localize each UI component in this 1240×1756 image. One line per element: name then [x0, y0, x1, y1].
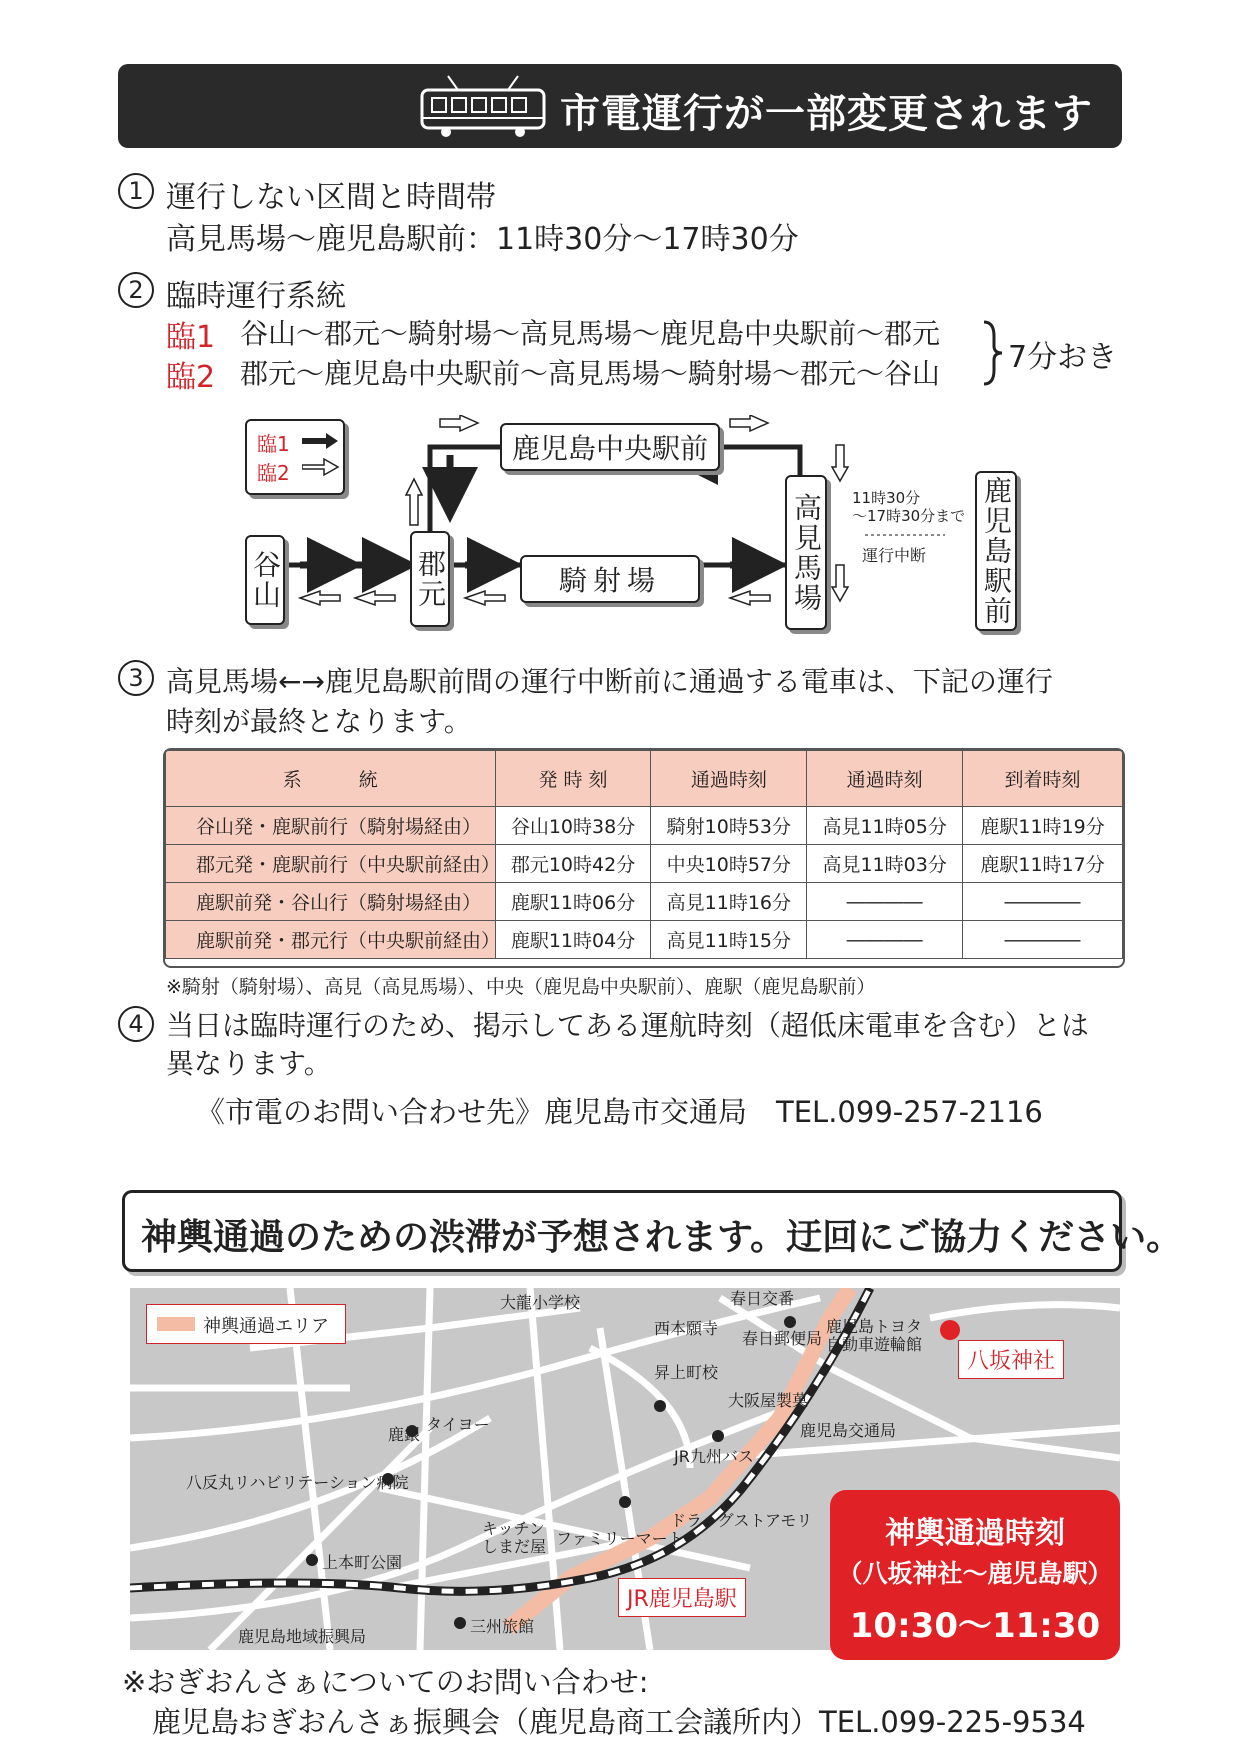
header-banner [118, 64, 1122, 148]
station-kishaba: 騎射場 [520, 555, 700, 603]
map-label-taiyo: タイヨー [426, 1415, 490, 1434]
map-label-shojo: 昇上町校 [654, 1363, 719, 1382]
suspend-label: 運行中断 [862, 546, 927, 565]
contact-line: 《市電のお問い合わせ先》鹿児島市交通局 TEL.099-257-2116 [196, 1095, 1043, 1129]
map-label-jrbus: JR九州バス [674, 1447, 754, 1466]
notice-text: 神輿通過のための渋滞が予想されます。迂回にご協力ください。 [141, 1217, 1183, 1258]
time-box-time: 10:30～11:30 [849, 1606, 1101, 1646]
yasaka-shrine-label: 八坂神社 [958, 1340, 1064, 1379]
section4-line1: 当日は臨時運行のため、掲示してある運航時刻（超低床電車を含む）とは [166, 1009, 1089, 1042]
section3-line2: 時刻が最終となります。 [166, 705, 472, 738]
col-header: 系 統 [166, 751, 496, 807]
time-box-subtitle: （八坂神社～鹿児島駅） [837, 1559, 1113, 1588]
time-box-title: 神輿通過時刻 [885, 1516, 1065, 1551]
map-label-kasuga-koban: 春日交番 [730, 1289, 795, 1308]
section4-line2: 異なります。 [166, 1047, 332, 1080]
map-label-dairyu: 大龍小学校 [500, 1293, 581, 1312]
rin1-route: 谷山～郡元～騎射場～高見馬場～鹿児島中央駅前～郡元 [240, 317, 941, 350]
detour-notice [122, 1190, 1183, 1272]
map-label-koutsu: 鹿児島交通局 [800, 1421, 897, 1440]
banner-title: 市電運行が一部変更されます [560, 91, 1093, 137]
map-label-sanshu: 三州旅館 [470, 1617, 535, 1636]
section1-heading: 運行しない区間と時間帯 [166, 180, 496, 215]
table-row: 鹿駅前発・郡元行（中央駅前経由） 鹿駅11時04分 高見11時15分 ―――― ―――― [166, 921, 1123, 959]
table-row: 谷山発・鹿駅前行（騎射場経由） 谷山10時38分 騎射10時53分 高見11時05分 鹿駅11時19分 [166, 807, 1123, 845]
table-row: 鹿駅前発・谷山行（騎射場経由） 鹿駅11時06分 高見11時16分 ―――― ―――― [166, 883, 1123, 921]
map-label-kitchen: キッチン しまだ屋 [482, 1519, 547, 1556]
station-korimoto: 郡元 [410, 531, 450, 627]
col-header: 到着時刻 [963, 751, 1123, 807]
station-taniyama: 谷山 [245, 535, 285, 625]
map-label-kagin: 鹿銀 [388, 1425, 421, 1444]
map-label-hachimanmaru: 八反丸リハビリテーション病院 [186, 1473, 409, 1492]
col-header: 通過時刻 [651, 751, 807, 807]
map-legend [146, 1304, 346, 1344]
map-label-drugstore: ドラッグストアモリ [670, 1511, 813, 1530]
table-note: ※騎射（騎射場）、高見（高見馬場）、中央（鹿児島中央駅前）、鹿駅（鹿児島駅前） [166, 976, 876, 998]
station-chuo: 鹿児島中央駅前 [500, 423, 720, 471]
section-number-3: 3 [118, 660, 154, 696]
legend-label: 神輿通過エリア [203, 1316, 329, 1337]
legend-arrows [302, 429, 342, 489]
rin2-route: 郡元～鹿児島中央駅前～高見馬場～騎射場～郡元～谷山 [240, 357, 941, 390]
footer-line2: 鹿児島おぎおんさぁ振興会（鹿児島商工会議所内）TEL.099-225-9534 [152, 1705, 1086, 1739]
map-label-chiiki: 鹿児島地域振興局 [238, 1627, 367, 1646]
legend-swatch [157, 1317, 195, 1331]
col-header: 発 時 刻 [495, 751, 651, 807]
route-diagram [240, 415, 1100, 645]
section2-heading: 臨時運行系統 [166, 279, 346, 314]
rin1-tag: 臨1 [166, 320, 216, 355]
map-label-nishihonganji: 西本願寺 [654, 1319, 719, 1338]
footer-line1: ※おぎおんさぁについてのお問い合わせ: [122, 1665, 649, 1699]
schedule-table [165, 750, 1123, 959]
section-number-2: 2 [118, 272, 154, 308]
mikoshi-time-box [830, 1490, 1120, 1660]
map-label-familymart: ファミリーマート [556, 1529, 684, 1548]
jr-station-label: JR鹿児島駅 [618, 1578, 746, 1617]
station-takamibaba: 高見馬場 [785, 475, 827, 630]
map-label-kamihonmachi: 上本町公園 [322, 1553, 403, 1572]
section-number-4: 4 [118, 1006, 154, 1042]
tram-icon [418, 72, 548, 142]
map-label-osakaya: 大阪屋製菓 [728, 1391, 809, 1410]
interval-label: 7分おき [1008, 340, 1118, 375]
suspend-time: 11時30分 ～17時30分まで [852, 489, 966, 525]
legend-rin2: 臨2 [257, 461, 290, 485]
section-number-1: 1 [118, 173, 154, 209]
station-kagoshima-ekimae: 鹿児島駅前 [975, 471, 1017, 631]
brace-icon [980, 318, 1004, 388]
legend-rin1: 臨1 [257, 432, 290, 456]
rin2-tag: 臨2 [166, 360, 216, 395]
section1-detail: 高見馬場～鹿児島駅前：11時30分～17時30分 [166, 222, 799, 257]
section3-line1: 高見馬場←→鹿児島駅前間の運行中断前に通過する電車は、下記の運行 [166, 665, 1053, 698]
col-header: 通過時刻 [807, 751, 963, 807]
map-label-kasuga-post: 春日郵便局 [742, 1329, 823, 1348]
table-row: 郡元発・鹿駅前行（中央駅前経由） 郡元10時42分 中央10時57分 高見11時03分 鹿駅11時17分 [166, 845, 1123, 883]
map-label-toyota: 鹿児島トヨタ 自動車遊輪館 [826, 1317, 923, 1354]
